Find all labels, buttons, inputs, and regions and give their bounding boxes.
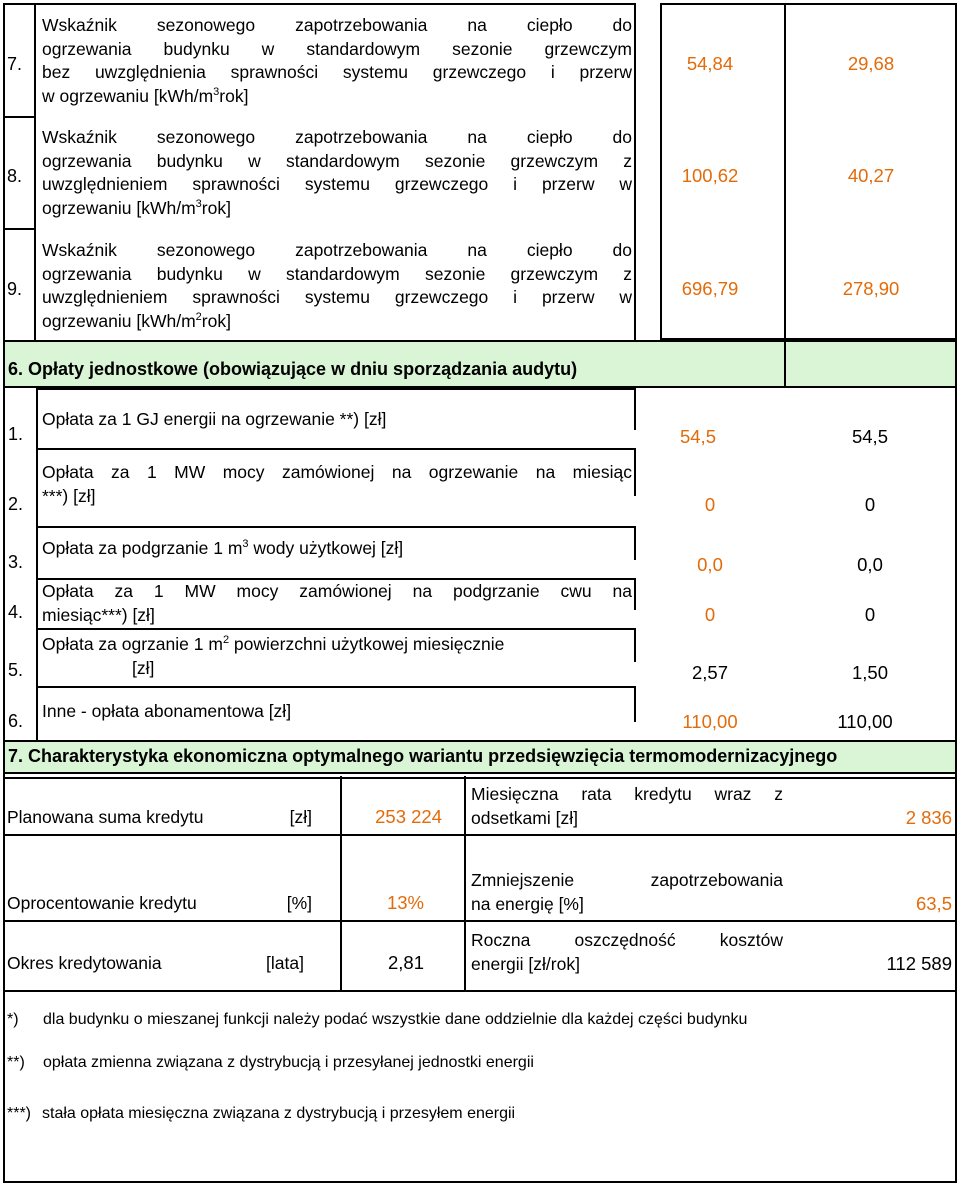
credit-amount-value: 253 224: [375, 806, 442, 827]
footnote-text: dla budynku o mieszanej funkcji należy podać wszystkie dane oddzielnie dla każdej części budynku: [43, 1011, 748, 1028]
value-after: 0,0: [857, 554, 883, 575]
value-before: 110,00: [682, 711, 738, 732]
monthly-installment-value: 2 836: [905, 807, 952, 828]
value-before: 54,5: [679, 426, 716, 447]
fee-label: Inne - opłata abonamentowa [zł]: [42, 701, 292, 721]
monthly-installment-label: Miesięczna rata kredytu wraz z odsetkami [zł]: [471, 784, 783, 828]
value-before: 0: [704, 604, 716, 625]
value-before: 2,57: [691, 662, 728, 683]
row-number: 3.: [8, 552, 24, 572]
value-before: 100,62: [681, 165, 739, 186]
fee-label: Opłata za podgrzanie 1 $m^3$ wody użytkowej [zł]: [42, 538, 404, 558]
credit-period-label: Okres kredytowania [lata]: [7, 953, 304, 973]
value-after: 0: [864, 604, 876, 625]
fee-label: Opłata za ogrzanie 1 $m^2$ powierzchni użytkowej miesięcznie [zł]: [42, 634, 505, 678]
value-after: 0: [864, 494, 876, 515]
footnote-mark: *): [7, 1011, 19, 1028]
value-before: 0,0: [697, 554, 723, 575]
fee-label: Opłata za 1 GJ energii na ogrzewanie **) [zł]: [42, 409, 387, 429]
energy-reduction-label: Zmniejszenie zapotrzebowania na energię [%]: [471, 870, 783, 914]
section-title: 7. Charakterystyka ekonomiczna optymalnego wariantu przedsięwzięcia termomodernizacyjnego: [8, 746, 838, 766]
row-number: 1.: [8, 424, 24, 444]
credit-amount-label: Planowana suma kredytu [zł]: [7, 807, 312, 827]
footnote-text: opłata zmienna związana z dystrybucją i przesyłanej jednostki energii: [43, 1054, 534, 1071]
value-after: 29,68: [847, 53, 895, 74]
value-after: 40,27: [847, 165, 895, 186]
indicator-label: Wskaźnik sezonowego zapotrzebowania na ciepło do ogrzewania budynku w standardowym sezonie grzewczym z uwzględnieniem sprawności systemu grzewczego i przerw w ogrzewaniu $[kWh/m^2rok]$: [42, 240, 632, 331]
indicator-label: Wskaźnik sezonowego zapotrzebowania na ciepło do ogrzewania budynku w standardowym sezonie grzewczym z uwzględnieniem sprawności systemu grzewczego i przerw w ogrzewaniu $[kWh/m^3rok]$: [42, 127, 632, 218]
row-number: 6.: [8, 711, 24, 731]
credit-period-value: 2,81: [387, 952, 424, 973]
annual-savings-value: 112 589: [886, 953, 952, 974]
value-after: 278,90: [842, 278, 900, 299]
row-number: 5.: [8, 660, 24, 680]
footnote-mark: **): [7, 1054, 25, 1071]
row-number: 9.: [7, 279, 23, 299]
footnote-text: stała opłata miesięczna związana z dystrybucją i przesyłem energii: [42, 1105, 516, 1122]
section-title: 6. Opłaty jednostkowe (obowiązujące w dniu sporządzania audytu): [8, 359, 578, 379]
indicator-label: Wskaźnik sezonowego zapotrzebowania na ciepło do ogrzewania budynku w standardowym sezonie grzewczym bez uwzględnienia sprawności systemu grzewczego i przerw w ogrzewaniu $[kWh/m^3rok]$: [42, 15, 632, 106]
value-after: 54,5: [851, 426, 888, 447]
value-before: 696,79: [681, 278, 739, 299]
energy-reduction-value: 63,5: [915, 893, 952, 914]
footnote-mark: ***): [7, 1105, 32, 1122]
row-number: 7.: [7, 54, 23, 74]
value-before: 54,84: [686, 53, 734, 74]
value-after: 110,00: [837, 711, 893, 732]
row-number: 8.: [7, 166, 23, 186]
value-before: 0: [704, 494, 716, 515]
row-number: 4.: [8, 602, 24, 622]
value-after: 1,50: [851, 662, 888, 683]
fee-label: Opłata za 1 MW mocy zamówionej na ogrzewanie na miesiąc ***) [zł]: [42, 462, 632, 506]
annual-savings-label: Roczna oszczędność kosztów energii [zł/rok]: [471, 930, 783, 974]
row-number: 2.: [8, 494, 24, 514]
interest-rate-value: 13%: [386, 892, 424, 913]
fee-label: Opłata za 1 MW mocy zamówionej na podgrzanie cwu na miesiąc***) [zł]: [42, 581, 632, 625]
interest-rate-label: Oprocentowanie kredytu [%]: [7, 893, 312, 913]
